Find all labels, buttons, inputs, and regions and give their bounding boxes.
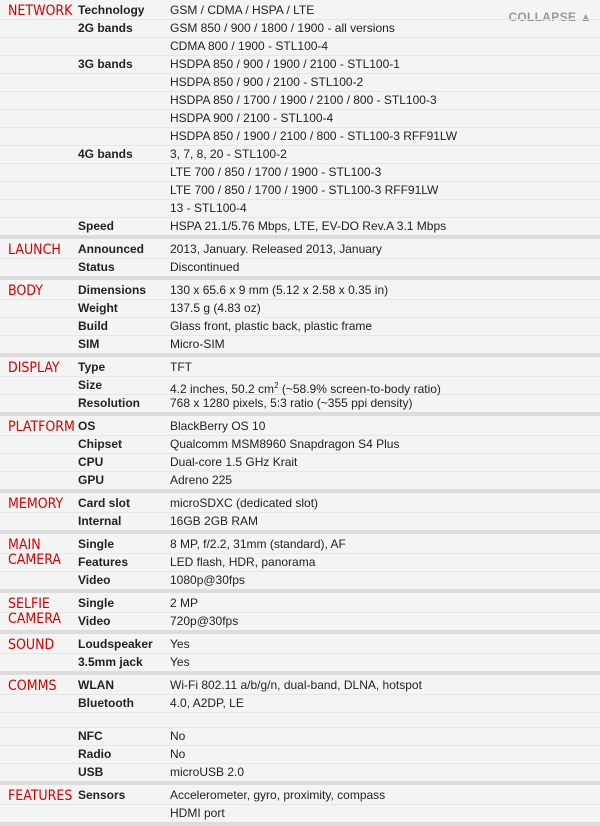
spec-row (0, 335, 600, 353)
spec-label[interactable]: 3.5mm jack (78, 655, 143, 669)
spec-label[interactable]: Bluetooth (78, 696, 134, 710)
spec-row (0, 512, 600, 530)
spec-label[interactable]: Radio (78, 747, 112, 761)
section-title: COMMS (8, 678, 57, 694)
spec-label[interactable]: Announced (78, 242, 144, 256)
spec-value: Glass front, plastic back, plastic frame (170, 319, 373, 333)
spec-row (0, 241, 600, 258)
spec-row (0, 677, 600, 694)
spec-value: HDMI port (170, 806, 225, 820)
section-title: MEMORY (8, 496, 64, 512)
spec-label[interactable] (78, 128, 170, 145)
spec-section-sound (0, 634, 600, 675)
spec-value: LTE 700 / 850 / 1700 / 1900 - STL100-3 RFF91LW (170, 183, 439, 197)
spec-row (0, 453, 600, 471)
spec-row (0, 199, 600, 217)
spec-value: 4.0, A2DP, LE (170, 696, 244, 710)
spec-row (0, 282, 600, 299)
spec-row (0, 745, 600, 763)
spec-value: 1080p@30fps (170, 573, 245, 587)
spec-value: HSDPA 850 / 1900 / 2100 / 800 - STL100-3 RFF91LW (170, 129, 458, 143)
spec-label[interactable]: Resolution (78, 396, 140, 410)
section-title: PLATFORM (8, 419, 75, 435)
spec-label[interactable] (78, 110, 170, 127)
spec-row (0, 435, 600, 453)
spec-value: BlackBerry OS 10 (170, 419, 266, 433)
spec-row (0, 595, 600, 612)
spec-row (0, 763, 600, 781)
spec-label[interactable]: Single (78, 596, 115, 610)
spec-value: HSDPA 850 / 900 / 1900 / 2100 - STL100-1 (170, 57, 400, 71)
spec-label[interactable]: Loudspeaker (78, 637, 153, 651)
spec-row (0, 19, 600, 37)
spec-value: No (170, 747, 186, 761)
spec-label[interactable]: CPU (78, 455, 104, 469)
spec-value: No (170, 729, 186, 743)
spec-label[interactable]: Sensors (78, 788, 126, 802)
spec-value: 16GB 2GB RAM (170, 514, 259, 528)
spec-label[interactable] (78, 182, 170, 199)
spec-label[interactable] (78, 805, 170, 822)
spec-value: Dual-core 1.5 GHz Krait (170, 455, 298, 469)
spec-section-network (0, 0, 600, 239)
spec-value: 3, 7, 8, 20 - STL100-2 (170, 147, 287, 161)
spec-value: 2 MP (170, 596, 199, 610)
spec-label[interactable]: WLAN (78, 678, 114, 692)
spec-row (0, 163, 600, 181)
spec-value: 130 x 65.6 x 9 mm (5.12 x 2.58 x 0.35 in) (170, 283, 389, 297)
spec-section-comms (0, 675, 600, 785)
spec-row (0, 127, 600, 145)
spec-row (0, 91, 600, 109)
spec-value: LTE 700 / 850 / 1700 / 1900 - STL100-3 (170, 165, 382, 179)
spec-row (0, 217, 600, 235)
spec-section-memory (0, 493, 600, 534)
spec-label[interactable]: Chipset (78, 437, 123, 451)
spec-row (0, 787, 600, 804)
spec-row (0, 612, 600, 630)
spec-value: CDMA 800 / 1900 - STL100-4 (170, 39, 329, 53)
spec-row (0, 2, 600, 19)
spec-value: Yes (170, 637, 190, 651)
spec-section-display (0, 357, 600, 416)
spec-label[interactable] (78, 74, 170, 91)
spec-value: HSDPA 850 / 900 / 2100 - STL100-2 (170, 75, 364, 89)
spec-label[interactable]: Single (78, 537, 115, 551)
spec-row (0, 258, 600, 276)
spec-value: Yes (170, 655, 190, 669)
spec-row (0, 37, 600, 55)
spec-value: 720p@30fps (170, 614, 239, 628)
spec-label[interactable] (78, 92, 170, 109)
spec-value: HSDPA 900 / 2100 - STL100-4 (170, 111, 334, 125)
spec-section-main-camera (0, 534, 600, 593)
spec-label[interactable] (78, 38, 170, 55)
spec-value: HSPA 21.1/5.76 Mbps, LTE, EV-DO Rev.A 3.1 Mbps (170, 219, 447, 233)
spec-label[interactable]: 2G bands (78, 21, 133, 35)
spec-value: microUSB 2.0 (170, 765, 245, 779)
spec-label[interactable]: 3G bands (78, 57, 133, 71)
spec-value: 13 - STL100-4 (170, 201, 247, 215)
spec-value: GSM / CDMA / HSPA / LTE (170, 3, 315, 17)
section-title: LAUNCH (8, 242, 61, 258)
spec-row (0, 694, 600, 712)
spec-label[interactable]: Video (78, 573, 111, 587)
spec-label[interactable]: NFC (78, 729, 103, 743)
spec-label[interactable]: Features (78, 555, 129, 569)
spec-row (0, 317, 600, 335)
spec-row (0, 804, 600, 822)
spec-row (0, 181, 600, 199)
spec-row (0, 653, 600, 671)
spec-row (0, 536, 600, 553)
spec-row (0, 145, 600, 163)
spec-value (170, 713, 600, 727)
spec-value: GSM 850 / 900 / 1800 / 1900 - all versions (170, 21, 395, 35)
collapse-button[interactable]: COLLAPSE ▲ (508, 10, 592, 24)
spec-row (0, 55, 600, 73)
spec-label[interactable]: Dimensions (78, 283, 147, 297)
spec-label[interactable]: Status (78, 260, 115, 274)
spec-label[interactable] (78, 713, 170, 727)
spec-row (0, 418, 600, 435)
spec-value: 4.2 inches, 50.2 $cm^2$ (~58.9% screen-to-body ratio) (170, 381, 441, 396)
spec-row (0, 712, 600, 727)
spec-label[interactable]: Speed (78, 219, 115, 233)
section-title: SELFIE CAMERA (8, 596, 62, 627)
spec-value: 8 MP, f/2.2, 31mm (standard), AF (170, 537, 346, 551)
spec-row (0, 471, 600, 489)
spec-label[interactable]: GPU (78, 473, 105, 487)
section-title: MAIN CAMERA (8, 537, 62, 568)
spec-row (0, 359, 600, 376)
spec-value: Micro-SIM (170, 337, 225, 351)
spec-row (0, 727, 600, 745)
spec-label[interactable]: 4G bands (78, 147, 133, 161)
spec-row (0, 376, 600, 394)
spec-row (0, 636, 600, 653)
spec-value: Qualcomm MSM8960 Snapdragon S4 Plus (170, 437, 400, 451)
spec-value: Accelerometer, gyro, proximity, compass (170, 788, 386, 802)
spec-label[interactable]: SIM (78, 337, 100, 351)
spec-section-selfie-camera (0, 593, 600, 634)
spec-row (0, 73, 600, 91)
spec-label[interactable]: OS (78, 419, 96, 433)
spec-value: Wi-Fi 802.11 a/b/g/n, dual-band, DLNA, hotspot (170, 678, 422, 692)
spec-label[interactable] (78, 164, 170, 181)
spec-value: microSDXC (dedicated slot) (170, 496, 319, 510)
spec-value: HSDPA 850 / 1700 / 1900 / 2100 / 800 - STL100-3 (170, 93, 437, 107)
spec-row (0, 299, 600, 317)
spec-label[interactable]: Video (78, 614, 111, 628)
section-title: FEATURES (8, 788, 73, 804)
spec-label[interactable]: Type (78, 360, 106, 374)
spec-row (0, 553, 600, 571)
spec-row (0, 571, 600, 589)
spec-row (0, 394, 600, 412)
section-title: NETWORK (8, 3, 73, 19)
spec-value: TFT (170, 360, 192, 374)
section-title: DISPLAY (8, 360, 60, 376)
section-title: SOUND (8, 637, 55, 653)
spec-label[interactable]: Build (78, 319, 108, 333)
spec-value: Discontinued (170, 260, 240, 274)
spec-label[interactable]: Technology (78, 3, 145, 17)
spec-section-body (0, 280, 600, 357)
spec-value: 137.5 g (4.83 oz) (170, 301, 261, 315)
section-title: BODY (8, 283, 43, 299)
spec-value: Adreno 225 (170, 473, 233, 487)
spec-label[interactable] (78, 200, 170, 217)
spec-label[interactable]: Card slot (78, 496, 131, 510)
spec-section-features (0, 785, 600, 826)
spec-section-platform (0, 416, 600, 493)
spec-value: 2013, January. Released 2013, January (170, 242, 382, 256)
spec-label[interactable]: Weight (78, 301, 118, 315)
spec-section-launch (0, 239, 600, 280)
spec-label[interactable]: Internal (78, 514, 122, 528)
spec-value: 768 x 1280 pixels, 5:3 ratio (~355 ppi density) (170, 396, 413, 410)
spec-row (0, 495, 600, 512)
spec-label[interactable]: USB (78, 765, 104, 779)
spec-row (0, 109, 600, 127)
spec-label[interactable]: Size (78, 378, 103, 392)
spec-value: LED flash, HDR, panorama (170, 555, 316, 569)
